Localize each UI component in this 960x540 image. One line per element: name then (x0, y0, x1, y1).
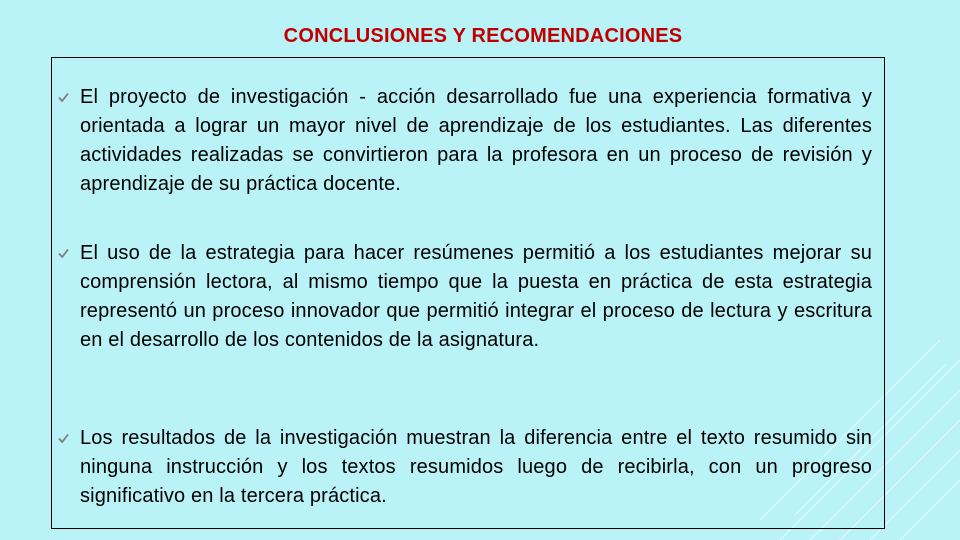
bullet-text: Los resultados de la investigación muestran la diferencia entre el texto resumido sin ninguna instrucción y los textos resumidos luego de recibirla, con un progreso significativo en la tercera práctica. (80, 427, 872, 507)
bullet-item (80, 424, 872, 511)
content-box (51, 57, 885, 529)
checkmark-bullet-icon (58, 248, 69, 259)
checkmark-bullet-icon (58, 92, 69, 103)
slide-title: CONCLUSIONES Y RECOMENDACIONES (283, 25, 683, 47)
bullet-item (80, 239, 872, 355)
bullet-text: El uso de la estrategia para hacer resúmenes permitió a los estudiantes mejorar su comprensión lectora, al mismo tiempo que la puesta en práctica de esta estrategia representó un proceso innovador que permitió integrar el proceso de lectura y escritura en el desarrollo de los contenidos de la asignatura. (80, 242, 872, 351)
bullet-item (80, 83, 872, 199)
checkmark-bullet-icon (58, 433, 69, 444)
bullet-text: El proyecto de investigación - acción desarrollado fue una experiencia formativa y orientada a lograr un mayor nivel de aprendizaje de los estudiantes. Las diferentes actividades realizadas se convirtieron para la profesora en un proceso de revisión y aprendizaje de su práctica docente. (80, 86, 872, 195)
